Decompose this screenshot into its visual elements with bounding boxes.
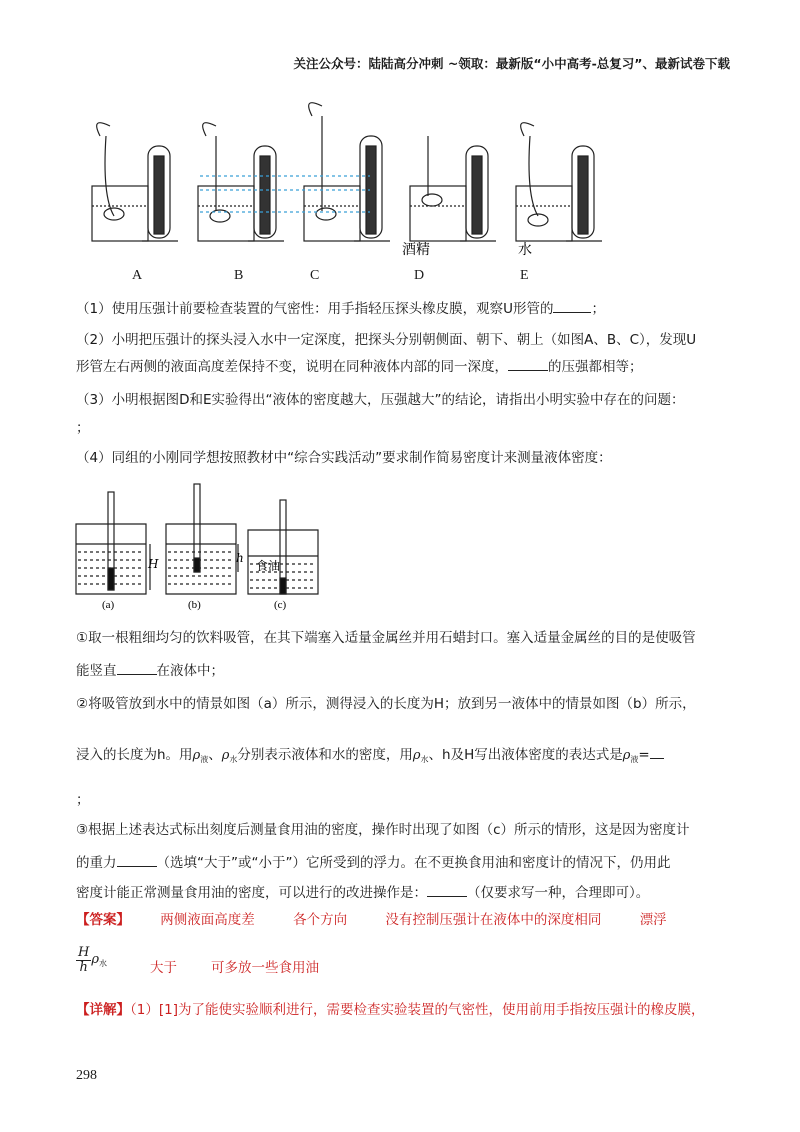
page-header: 关注公众号：陆陆高分冲刺 ~领取：最新版“小中高考-总复习”、最新试卷下载 — [293, 56, 730, 71]
h-big-label: H — [148, 557, 159, 571]
question-3: （3）小明根据图D和E实验得出“液体的密度越大，压强越大”的结论，请指出小明实验中存在的问题： — [76, 392, 685, 408]
step-3-line3: 密度计能正常测量食用油的密度，可以进行的改进操作是： （仅要求写一种，合理即可）。 — [76, 882, 649, 903]
detail-line: 【详解】（1）[1]为了能使实验顺利进行，需要检查实验装置的气密性，使用前用手指按压强计的橡皮膜， — [76, 1002, 705, 1018]
question-2-line1: （2）小明把压强计的探头浸入水中一定深度，把探头分别朝侧面、朝下、朝上（如图A、B、C），发现U — [76, 332, 697, 348]
setup-d — [410, 136, 496, 241]
label-b-small: (b) — [188, 599, 201, 611]
step-3-line1: ③根据上述表达式标出刻度后测量食用油的密度，操作时出现了如图（c）所示的情形，这是因为密度计 — [76, 822, 690, 838]
label-d: D — [414, 268, 425, 283]
question-1: （1）使用压强计前要检查装置的气密性：用手指轻压探头橡皮膜，观察U形管的 ； — [76, 298, 605, 319]
question-3-end: ； — [76, 420, 90, 436]
setup-a — [92, 123, 178, 241]
label-a: A — [132, 268, 143, 283]
answer-fraction: $\frac{H}{h}$ $\rho_水$ — [78, 945, 107, 975]
step-3-line2: 的重力 （选填“大于”或“小于”）它所受到的浮力。在不更换食用油和密度计的情况下，仍用此 — [76, 852, 670, 873]
step-2-end: ； — [76, 792, 90, 808]
liquid-label-e: 水 — [518, 243, 532, 256]
label-b: B — [234, 268, 244, 283]
liquid-label-d: 酒精 — [402, 243, 430, 256]
setup-b — [198, 123, 284, 241]
label-c-small: (c) — [274, 599, 287, 611]
setup-e — [516, 123, 602, 241]
step-2-line1: ②将吸管放到水中的情景如图（a）所示，测得浸入的长度为H；放到另一液体中的情景如图（b）所示， — [76, 696, 696, 712]
step-2-line2: 浸入的长度为h。用$\rho_液$、$\rho_水$分别表示液体和水的密度，用$\rho_水$、h及H写出液体密度的表达式是$\rho_液=$ — [76, 744, 664, 770]
answer-line: 【答案】 两侧液面高度差 各个方向 没有控制压强计在液体中的深度相同 漂浮 — [76, 912, 667, 928]
oil-label: 食油 — [256, 559, 281, 573]
step-1-line1: ①取一根粗细均匀的饮料吸管，在其下端塞入适量金属丝并用石蜡封口。塞入适量金属丝的目的是使吸管 — [76, 630, 696, 646]
h-small-label: h — [236, 551, 244, 565]
label-e: E — [520, 268, 529, 283]
question-2-line2: 形管左右两侧的液面高度差保持不变，说明在同种液体内部的同一深度， 的压强都相等； — [76, 356, 643, 377]
pressure-gauge-figure — [70, 96, 630, 256]
answer-line-2: 大于 可多放一些食用油 — [150, 960, 319, 976]
label-a-small: (a) — [102, 599, 115, 611]
density-meter-figure — [74, 482, 334, 612]
question-4: （4）同组的小刚同学想按照教材中“综合实践活动”要求制作简易密度计来测量液体密度： — [76, 450, 612, 466]
step-1-line2: 能竖直 在液体中； — [76, 660, 224, 681]
label-c: C — [310, 268, 320, 283]
page-number: 298 — [76, 1068, 97, 1083]
setup-c — [304, 103, 390, 241]
